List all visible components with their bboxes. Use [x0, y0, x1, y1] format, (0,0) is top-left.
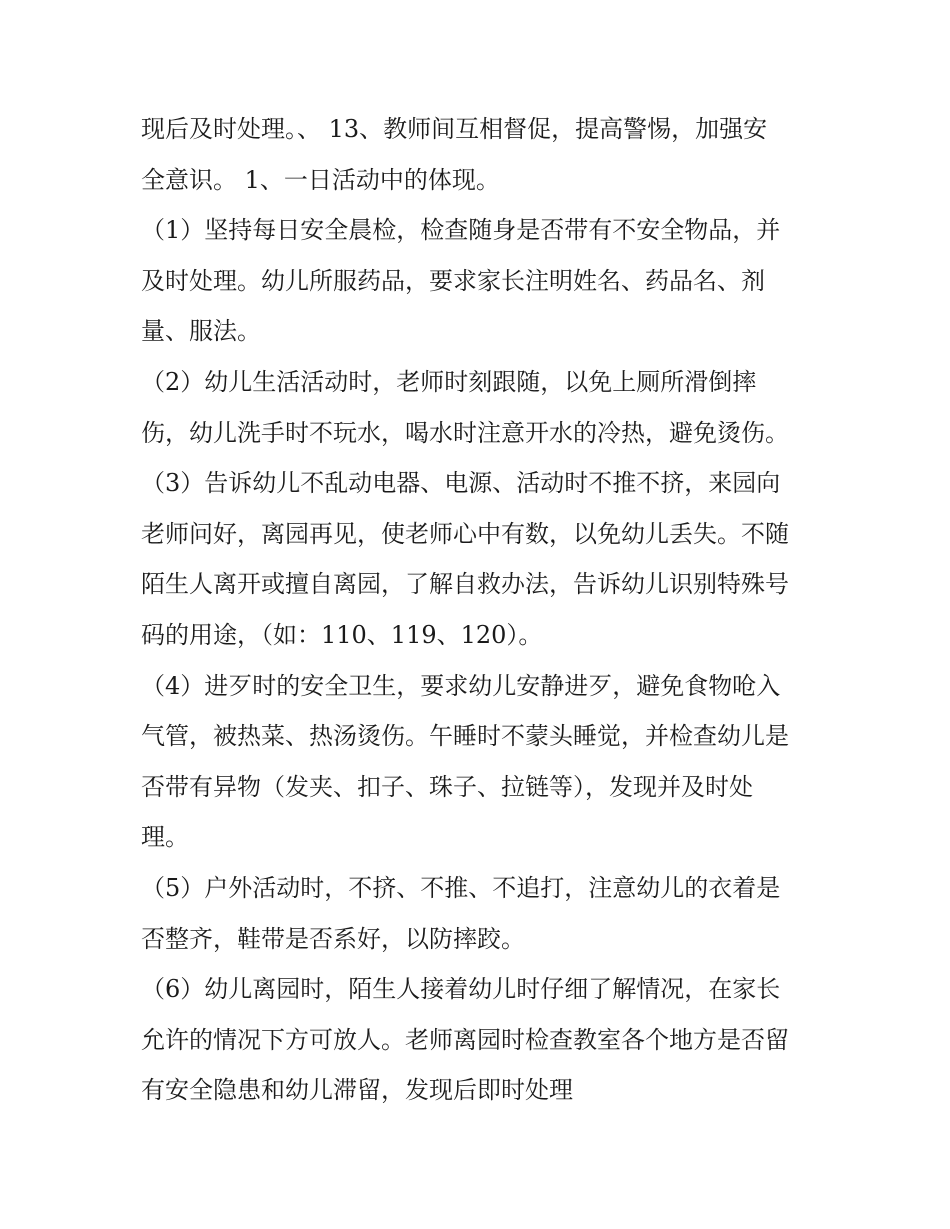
text-line: 全意识。 1、一日活动中的体现。	[141, 166, 500, 194]
text-line: 陌生人离开或擅自离园，了解自救办法，告诉幼儿识别特殊号	[141, 570, 789, 598]
text-line: 及时处理。幼儿所服药品，要求家长注明姓名、药品名、剂	[141, 267, 765, 295]
text-line: （4）进歹时的安全卫生，要求幼儿安静进歹，避免食物呛入	[141, 672, 781, 700]
text-line: 气管，被热菜、热汤烫伤。午睡时不蒙头睡觉，并检查幼儿是	[141, 722, 789, 750]
text-line: 理。	[141, 823, 189, 851]
text-line: （3）告诉幼儿不乱动电器、电源、活动时不推不挤，来园向	[141, 469, 781, 497]
text-line: 伤，幼儿洗手时不玩水，喝水时注意开水的冷热，避免烫伤。	[141, 419, 789, 447]
text-line: 允许的情况下方可放人。老师离园时检查教室各个地方是否留	[141, 1026, 789, 1054]
text-line: 现后及时处理。、 13、教师间互相督促，提高警惕，加强安	[141, 115, 768, 143]
text-line: （6）幼儿离园时，陌生人接着幼儿时仔细了解情况，在家长	[141, 975, 781, 1003]
text-line: 码的用途，（如：110、119、120）。	[141, 621, 543, 649]
text-line: 否整齐，鞋带是否系好，以防摔跤。	[141, 925, 525, 953]
text-line: （2）幼儿生活活动时，老师时刻跟随，以免上厕所滑倒摔	[141, 368, 757, 396]
text-line: （1）坚持每日安全晨检，检查随身是否带有不安全物品，并	[141, 216, 781, 244]
text-line: 老师问好，离园再见，使老师心中有数，以免幼儿丢失。不随	[141, 520, 789, 548]
text-line: 有安全隐患和幼儿滞留，发现后即时处理	[141, 1076, 573, 1104]
text-line: 量、服法。	[141, 317, 261, 345]
text-line: （5）户外活动时，不挤、不推、不追打，注意幼儿的衣着是	[141, 874, 781, 902]
text-line: 否带有异物（发夹、扣子、珠子、拉链等），发现并及时处	[141, 773, 753, 801]
